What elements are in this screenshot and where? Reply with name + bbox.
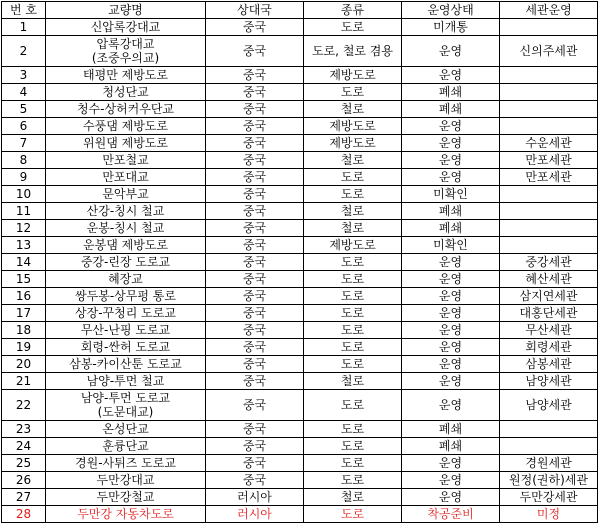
table-row <box>2 288 598 305</box>
bridge-name-line: 상장-꾸청리 도로교 <box>75 306 176 320</box>
bridge-name-line: 남양-투먼 철교 <box>86 374 165 388</box>
header-type: 종류 <box>304 2 402 19</box>
cell-country: 중국 <box>206 169 304 186</box>
cell-bridge-name <box>46 506 206 523</box>
bridge-name-line: 훈륭단교 <box>102 439 149 453</box>
cell-country: 중국 <box>206 356 304 373</box>
cell-bridge-name <box>46 101 206 118</box>
table-row <box>2 101 598 118</box>
cell-bridge-name <box>46 288 206 305</box>
cell-number: 25 <box>2 455 46 472</box>
cell-status: 운영 <box>402 152 500 169</box>
cell-status: 운영 <box>402 288 500 305</box>
header-number: 번 호 <box>2 2 46 19</box>
cell-country: 중국 <box>206 421 304 438</box>
cell-status: 운영 <box>402 373 500 390</box>
bridge-name-line: 온성단교 <box>102 422 149 436</box>
cell-customs: 만포세관 <box>500 152 598 169</box>
table-row <box>2 169 598 186</box>
cell-status: 운영 <box>402 472 500 489</box>
table-row <box>2 152 598 169</box>
bridge-name-line: 청성단교 <box>102 85 149 99</box>
cell-number: 26 <box>2 472 46 489</box>
bridge-name-line: 압록강대교 <box>96 37 155 51</box>
cell-number: 22 <box>2 390 46 421</box>
cell-number: 2 <box>2 36 46 67</box>
cell-type: 도로 <box>304 186 402 203</box>
table-row <box>2 186 598 203</box>
table-row <box>2 339 598 356</box>
cell-customs <box>500 237 598 254</box>
cell-country: 러시아 <box>206 489 304 506</box>
cell-number: 28 <box>2 506 46 523</box>
cell-bridge-name <box>46 118 206 135</box>
table-row <box>2 220 598 237</box>
cell-country: 중국 <box>206 220 304 237</box>
table-row <box>2 135 598 152</box>
cell-country: 중국 <box>206 390 304 421</box>
cell-customs: 남양세관 <box>500 390 598 421</box>
cell-country: 중국 <box>206 67 304 84</box>
cell-status: 운영 <box>402 489 500 506</box>
cell-number: 17 <box>2 305 46 322</box>
bridge-name-line: 두만강 자동차도로 <box>77 507 174 521</box>
cell-customs: 미정 <box>500 506 598 523</box>
cell-country: 중국 <box>206 101 304 118</box>
cell-status: 운영 <box>402 322 500 339</box>
cell-bridge-name <box>46 36 206 67</box>
header-customs: 세관운영 <box>500 2 598 19</box>
cell-status: 운영 <box>402 169 500 186</box>
header-row <box>2 2 598 19</box>
cell-country: 중국 <box>206 288 304 305</box>
cell-status: 미개통 <box>402 19 500 36</box>
bridge-name-line: 운봉댐 제방도로 <box>83 238 168 252</box>
cell-status: 운영 <box>402 339 500 356</box>
cell-bridge-name <box>46 271 206 288</box>
cell-number: 20 <box>2 356 46 373</box>
bridge-name-line: 위원댐 제방도로 <box>83 136 168 150</box>
cell-number: 12 <box>2 220 46 237</box>
table-row <box>2 421 598 438</box>
cell-customs <box>500 203 598 220</box>
bridge-table <box>1 1 598 523</box>
cell-customs <box>500 186 598 203</box>
cell-number: 14 <box>2 254 46 271</box>
cell-type: 도로 <box>304 356 402 373</box>
bridge-name-line: (조중우의교) <box>91 51 160 65</box>
cell-status: 운영 <box>402 356 500 373</box>
cell-number: 16 <box>2 288 46 305</box>
table-body <box>2 19 598 523</box>
cell-number: 8 <box>2 152 46 169</box>
cell-number: 11 <box>2 203 46 220</box>
cell-country: 중국 <box>206 322 304 339</box>
cell-number: 6 <box>2 118 46 135</box>
table-row <box>2 506 598 523</box>
cell-status: 운영 <box>402 305 500 322</box>
table-row <box>2 67 598 84</box>
cell-bridge-name <box>46 472 206 489</box>
cell-type: 도로 <box>304 506 402 523</box>
bridge-name-line: 남양-투먼 도로교 <box>80 391 171 405</box>
cell-bridge-name <box>46 220 206 237</box>
cell-customs: 신의주세관 <box>500 36 598 67</box>
cell-status: 운영 <box>402 271 500 288</box>
cell-customs <box>500 101 598 118</box>
bridge-name-line: 청수-상허커우단교 <box>76 102 175 116</box>
cell-status: 운영 <box>402 135 500 152</box>
cell-type: 도로 <box>304 84 402 101</box>
header-bridge-name: 교량명 <box>46 2 206 19</box>
bridge-name-line: 두만강대교 <box>96 473 155 487</box>
bridge-name-line: 경원-사튀즈 도로교 <box>75 456 176 470</box>
table-row <box>2 322 598 339</box>
cell-number: 18 <box>2 322 46 339</box>
cell-bridge-name <box>46 254 206 271</box>
cell-status: 운영 <box>402 455 500 472</box>
cell-bridge-name <box>46 84 206 101</box>
cell-type: 철로 <box>304 489 402 506</box>
cell-type: 도로 <box>304 254 402 271</box>
cell-status: 폐쇄 <box>402 438 500 455</box>
table-row <box>2 271 598 288</box>
cell-status: 폐쇄 <box>402 101 500 118</box>
cell-type: 도로 <box>304 339 402 356</box>
cell-type: 제방도로 <box>304 135 402 152</box>
cell-customs <box>500 67 598 84</box>
table-row <box>2 254 598 271</box>
bridge-name-line: (도문대교) <box>97 405 154 419</box>
cell-country: 중국 <box>206 339 304 356</box>
cell-status: 운영 <box>402 36 500 67</box>
table-row <box>2 390 598 421</box>
cell-number: 3 <box>2 67 46 84</box>
cell-customs: 만포세관 <box>500 169 598 186</box>
table-row <box>2 305 598 322</box>
cell-number: 4 <box>2 84 46 101</box>
cell-type: 제방도로 <box>304 237 402 254</box>
cell-bridge-name <box>46 489 206 506</box>
bridge-name-line: 문악부교 <box>102 187 149 201</box>
cell-customs: 남양세관 <box>500 373 598 390</box>
cell-type: 철로 <box>304 203 402 220</box>
table-row <box>2 373 598 390</box>
cell-bridge-name <box>46 305 206 322</box>
table-row <box>2 36 598 67</box>
bridge-name-line: 두만강철교 <box>96 490 155 504</box>
cell-bridge-name <box>46 19 206 36</box>
table-row <box>2 438 598 455</box>
cell-country: 중국 <box>206 305 304 322</box>
cell-country: 중국 <box>206 19 304 36</box>
cell-type: 철로 <box>304 152 402 169</box>
cell-country: 중국 <box>206 118 304 135</box>
cell-type: 도로 <box>304 421 402 438</box>
cell-type: 철로 <box>304 101 402 118</box>
cell-customs: 수운세관 <box>500 135 598 152</box>
cell-bridge-name <box>46 373 206 390</box>
cell-customs <box>500 84 598 101</box>
bridge-name-line: 산강-칭시 철교 <box>86 204 165 218</box>
cell-number: 27 <box>2 489 46 506</box>
bridge-name-line: 혜장교 <box>108 272 143 286</box>
cell-type: 철로 <box>304 220 402 237</box>
bridge-name-line: 삼봉-카이산툰 도로교 <box>69 357 182 371</box>
cell-customs: 혜산세관 <box>500 271 598 288</box>
cell-type: 도로 <box>304 305 402 322</box>
cell-country: 중국 <box>206 373 304 390</box>
bridge-name-line: 무산-난핑 도로교 <box>80 323 171 337</box>
cell-bridge-name <box>46 169 206 186</box>
header-status: 운영상태 <box>402 2 500 19</box>
table-row <box>2 84 598 101</box>
cell-number: 21 <box>2 373 46 390</box>
table-row <box>2 118 598 135</box>
cell-bridge-name <box>46 421 206 438</box>
cell-number: 15 <box>2 271 46 288</box>
cell-type: 도로 <box>304 271 402 288</box>
cell-country: 중국 <box>206 472 304 489</box>
cell-bridge-name <box>46 455 206 472</box>
cell-status: 운영 <box>402 67 500 84</box>
cell-type: 도로 <box>304 472 402 489</box>
bridge-name-line: 만포철교 <box>102 153 149 167</box>
table-row <box>2 356 598 373</box>
cell-type: 제방도로 <box>304 67 402 84</box>
cell-bridge-name <box>46 339 206 356</box>
cell-status: 폐쇄 <box>402 421 500 438</box>
table-row <box>2 203 598 220</box>
cell-type: 도로, 철로 겸용 <box>304 36 402 67</box>
bridge-name-line: 회령-싼허 도로교 <box>80 340 171 354</box>
cell-type: 제방도로 <box>304 118 402 135</box>
bridge-name-line: 수풍댐 제방도로 <box>83 119 168 133</box>
bridge-table-wrapper <box>1 1 598 523</box>
cell-number: 24 <box>2 438 46 455</box>
cell-status: 미확인 <box>402 186 500 203</box>
cell-country: 중국 <box>206 36 304 67</box>
cell-customs <box>500 220 598 237</box>
cell-status: 폐쇄 <box>402 203 500 220</box>
cell-type: 도로 <box>304 19 402 36</box>
table-row <box>2 472 598 489</box>
cell-country: 중국 <box>206 186 304 203</box>
cell-status: 운영 <box>402 254 500 271</box>
cell-country: 중국 <box>206 84 304 101</box>
cell-type: 도로 <box>304 438 402 455</box>
cell-status: 운영 <box>402 118 500 135</box>
bridge-name-line: 운봉-칭시 철교 <box>86 221 165 235</box>
cell-number: 23 <box>2 421 46 438</box>
bridge-name-line: 쌍두봉-상무펑 통로 <box>75 289 176 303</box>
cell-customs: 삼봉세관 <box>500 356 598 373</box>
table-row <box>2 237 598 254</box>
cell-customs: 무산세관 <box>500 322 598 339</box>
cell-bridge-name <box>46 67 206 84</box>
cell-bridge-name <box>46 356 206 373</box>
cell-bridge-name <box>46 322 206 339</box>
cell-bridge-name <box>46 135 206 152</box>
cell-type: 도로 <box>304 390 402 421</box>
bridge-name-line: 신압록강대교 <box>90 20 161 34</box>
bridge-name-line: 만포대교 <box>102 170 149 184</box>
cell-number: 7 <box>2 135 46 152</box>
cell-number: 1 <box>2 19 46 36</box>
cell-customs <box>500 118 598 135</box>
cell-type: 도로 <box>304 169 402 186</box>
cell-type: 도로 <box>304 288 402 305</box>
cell-customs <box>500 438 598 455</box>
cell-country: 중국 <box>206 152 304 169</box>
cell-type: 철로 <box>304 373 402 390</box>
cell-bridge-name <box>46 203 206 220</box>
cell-status: 착공준비 <box>402 506 500 523</box>
cell-customs: 대홍단세관 <box>500 305 598 322</box>
cell-number: 5 <box>2 101 46 118</box>
cell-bridge-name <box>46 152 206 169</box>
header-country: 상대국 <box>206 2 304 19</box>
cell-number: 10 <box>2 186 46 203</box>
cell-customs: 원정(권하)세관 <box>500 472 598 489</box>
cell-status: 폐쇄 <box>402 84 500 101</box>
cell-customs <box>500 421 598 438</box>
cell-bridge-name <box>46 438 206 455</box>
cell-customs: 삼지연세관 <box>500 288 598 305</box>
cell-status: 미확인 <box>402 237 500 254</box>
cell-type: 도로 <box>304 322 402 339</box>
cell-country: 중국 <box>206 254 304 271</box>
cell-status: 폐쇄 <box>402 220 500 237</box>
cell-customs: 회령세관 <box>500 339 598 356</box>
cell-number: 9 <box>2 169 46 186</box>
cell-customs: 중강세관 <box>500 254 598 271</box>
cell-bridge-name <box>46 237 206 254</box>
cell-customs <box>500 19 598 36</box>
cell-customs: 경원세관 <box>500 455 598 472</box>
table-row <box>2 489 598 506</box>
cell-bridge-name <box>46 186 206 203</box>
cell-country: 중국 <box>206 455 304 472</box>
bridge-name-line: 태평만 제방도로 <box>83 68 168 82</box>
cell-type: 도로 <box>304 455 402 472</box>
cell-customs: 두만강세관 <box>500 489 598 506</box>
cell-country: 러시아 <box>206 506 304 523</box>
table-row <box>2 455 598 472</box>
cell-country: 중국 <box>206 237 304 254</box>
cell-number: 19 <box>2 339 46 356</box>
bridge-name-line: 중강-린장 도로교 <box>80 255 171 269</box>
cell-country: 중국 <box>206 271 304 288</box>
cell-status: 운영 <box>402 390 500 421</box>
cell-country: 중국 <box>206 135 304 152</box>
table-row <box>2 19 598 36</box>
cell-country: 중국 <box>206 438 304 455</box>
cell-number: 13 <box>2 237 46 254</box>
cell-country: 중국 <box>206 203 304 220</box>
cell-bridge-name <box>46 390 206 421</box>
